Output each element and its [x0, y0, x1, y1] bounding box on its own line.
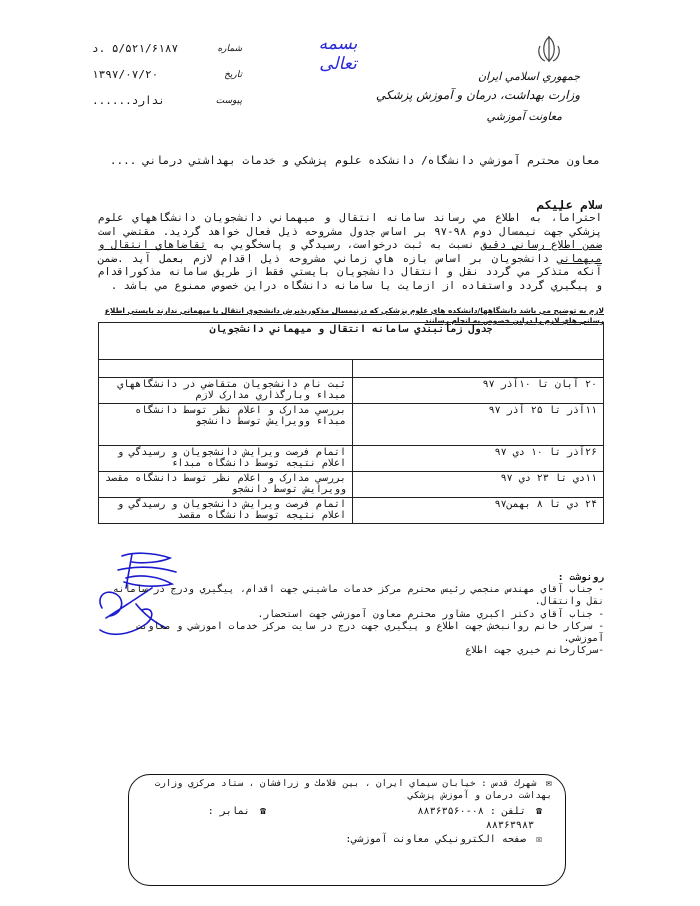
row-desc: اتمام فرصت ويرايش دانشجويان و رسيدگي و اعلام نتيجه توسط دانشگاه مقصد [99, 498, 353, 524]
date-value: ۱۳۹۷/۰۷/۲۰ [92, 68, 159, 81]
letter-number-row [92, 42, 242, 55]
phone-icon: ☎ [535, 806, 542, 817]
salutation: سلام عليکم [536, 198, 602, 212]
footer-phone [302, 806, 542, 817]
ministry-line-1: جمهوري اسلامي ايران [477, 70, 580, 83]
cc-heading: رونوشت : [557, 572, 604, 583]
bismillah: بسمه تعالی [318, 34, 358, 74]
row-desc: بررسي مدارک و اعلام نظر توسط دانشگاه مقصد وويرايش توسط دانشجو [99, 472, 353, 498]
cc-item: - جناب آقاي مهندس منجمي رئيس محترم مرکز خدمات ماشيني جهت اقدام، پيگيري ودرج در سامانه نقل وانتقال. [113, 584, 604, 608]
footer-fax [176, 806, 266, 817]
envelope-icon: ✉ [545, 778, 552, 789]
row-desc: بررسي مدارک و اعلام نظر توسط دانشگاه مبداء وويرايش توسط دانشجو [99, 404, 353, 446]
body-underlined-1: ضمن اطلاع رساني دقيق [480, 239, 602, 252]
cc-item: - جناب آقاي دکتر اکبري مشاور محترم معاون آموزشي جهت استحضار. [257, 608, 604, 620]
letter-date-row [92, 68, 242, 81]
body-part-2: نسبت به ثبت درخواست، رسيدگي و پاسخگويي به [212, 239, 475, 252]
row-date: ۲۴ دي تا ۸ بهمن۹۷ [353, 498, 604, 524]
website-label: صفحه الكترونيكي معاونت آموزشي: [345, 834, 526, 845]
body-underlined-2: تقاضاهاي انتقال و ميهماني [98, 239, 602, 265]
ministry-line-2: وزارت بهداشت، درمان و آموزش پزشکي [375, 88, 580, 102]
fax-label: نمابر : [207, 806, 250, 817]
cc-item: -سرکارخانم خيري جهت اطلاع [465, 645, 604, 657]
table-row [99, 498, 604, 524]
body-note: لازم به توضيح مي باشد دانشگاهها/دانشکده هاي علوم پزشکي که درنيمسال مذکورپذيرش دانشجوي انتقال يا ميهماني ندارند بايستي اطلاع رساني هاي لازم را دراين خصوص به انجام رسانند [104, 306, 604, 325]
table-title: جدول زمانبندي سامانه انتقال و ميهماني دانشجويان [99, 323, 604, 360]
table-row [99, 472, 604, 498]
footer-phone-2: ۸۸۳۶۳۹۸۳ [485, 820, 534, 831]
body-part-3: دانشجويان بر اساس بازه هاي زماني مشروحه ذيل اقدام لازم بعمل آيد .ضمن آنکه متذکر مي گردد نقل و انتقال دانشجويان بايستي فقط از طريق سامانه مذکوراقدام و پيگيري گردد واستفاده از ازمايت يا سامانه دانشگاه دراين خصوص ممنوع مي باشد . [98, 252, 602, 292]
letter-body [98, 212, 602, 294]
emblem-icon [536, 34, 562, 64]
table-row [99, 404, 604, 446]
fax-icon: ☎ [259, 806, 266, 817]
number-label: شماره [217, 43, 242, 54]
table-title-row [99, 323, 604, 360]
attachment-value: ندارد...... [92, 94, 165, 107]
web-icon: ☒ [535, 834, 542, 845]
row-date: ۲۰ آبان تا ۱۰آذر ۹۷ [353, 378, 604, 404]
cc-item: - سرکار خانم روانبخش جهت اطلاع و پيگيري جهت درج در سايت مرکز خدمات اموزشي و معاونت آموزشي. [136, 620, 604, 645]
footer-website [345, 834, 542, 845]
row-date: ۱۱دي تا ۲۳ دي ۹۷ [353, 472, 604, 498]
table-blank-row [99, 360, 604, 378]
letter-attachment-row [92, 94, 242, 107]
ministry-line-3: معاونت آموزشي [486, 110, 562, 123]
attachment-label: پيوست [215, 95, 242, 106]
date-label: تاريخ [224, 69, 242, 80]
footer-address [148, 778, 552, 801]
row-desc: ثبت نام دانشجويان متقاضي در دانشگاههاي مبداء وبارگذاري مدارک لازم [99, 378, 353, 404]
table-row [99, 446, 604, 472]
table-row [99, 378, 604, 404]
row-date: ۲۶آذر تا ۱۰ دي ۹۷ [353, 446, 604, 472]
cc-section [94, 572, 604, 657]
phone-label: تلفن : [489, 806, 526, 817]
body-part-1: احتراماً، به اطلاع مي رساند سامانه انتقال و ميهماني دانشجويان دانشگاههاي علوم پزشکي جهت نيمسال دوم ۹۸-۹۷ بر اساس جدول مشروحه ذيل فعال خواهد گرديد. مقتضي است [98, 212, 603, 238]
schedule-table [98, 322, 604, 524]
row-desc: اتمام فرصت ويرايش دانشجويان و رسيدگي و اعلام نتيجه توسط دانشگاه مبداء [99, 446, 353, 472]
row-date: ۱۱آذر تا ۲۵ آذر ۹۷ [353, 404, 604, 446]
number-value: ۵/۵۲۱/۶۱۸۷ .د [92, 42, 179, 55]
phone-value: ۰۸-۸۸۳۶۳۵۶۰ [417, 806, 484, 817]
address-text: شهرك قدس : خيابان سيماي ايران ، بين فلامك و زرافشان ، ستاد مركزي وزارت بهداشت درمان و آموزش پزشكي [154, 778, 552, 801]
addressee: معاون محترم آموزشي دانشگاه/ دانشکده علوم پزشکي و خدمات بهداشتي درماني .... [109, 154, 600, 167]
